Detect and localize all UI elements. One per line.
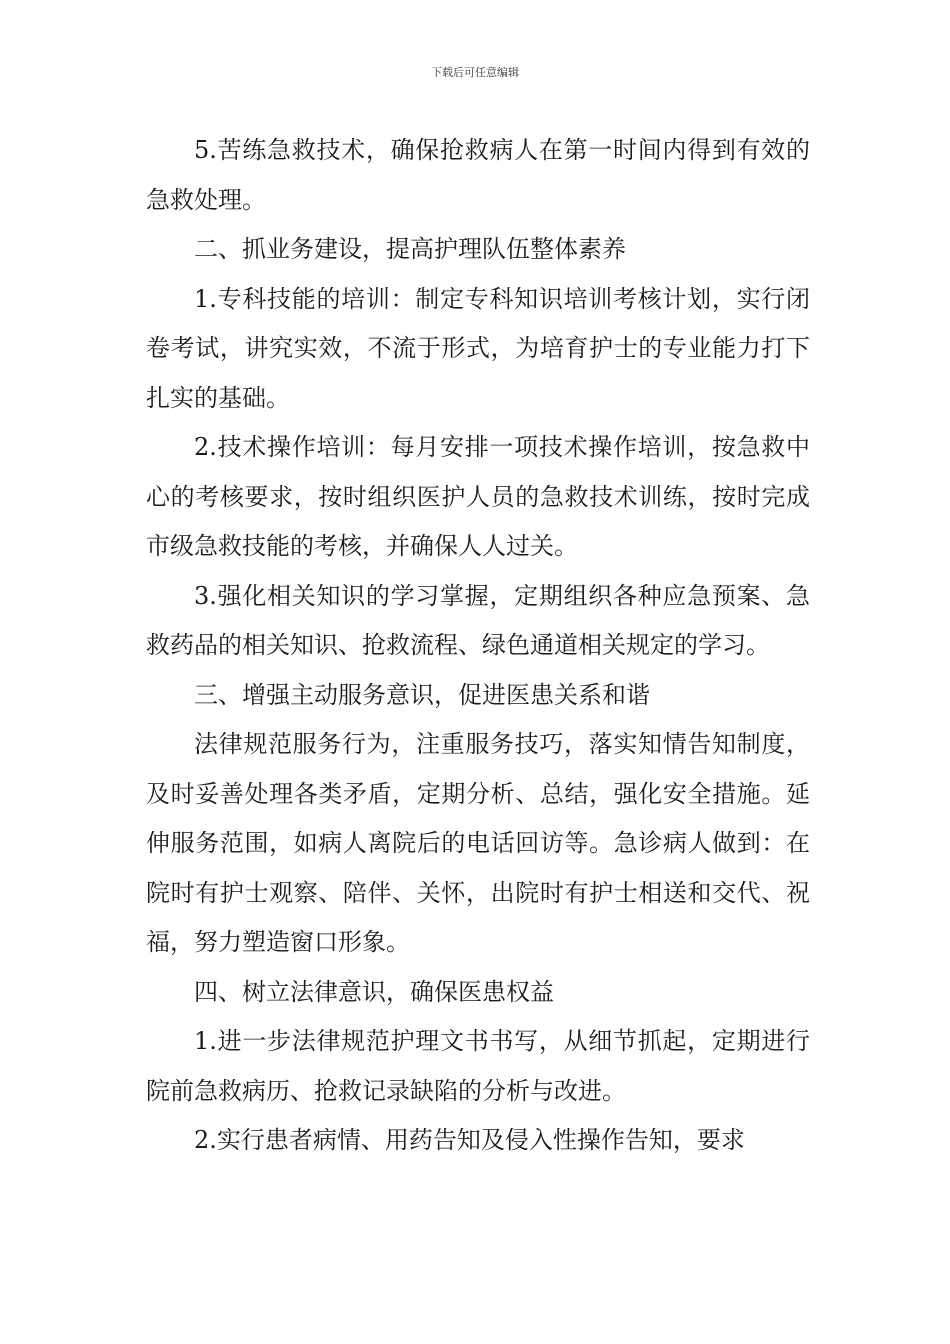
- paragraph-nursing-documents: 1.进一步法律规范护理文书书写，从细节抓起，定期进行院前急救病历、抢救记录缺陷的分析与改进。: [146, 1027, 810, 1105]
- paragraph-specialty-training: 1.专科技能的培训：制定专科知识培训考核计划，实行闭卷考试，讲究实效，不流于形式，为培育护士的专业能力打下扎实的基础。: [146, 284, 810, 412]
- document-body: [146, 126, 810, 1166]
- page-header: 下载后可任意编辑: [431, 66, 519, 79]
- paragraph-informed-consent: 2.实行患者病情、用药告知及侵入性操作告知，要求: [194, 1126, 745, 1154]
- paragraph-item-5-emergency-skills: 5.苦练急救技术，确保抢救病人在第一时间内得到有效的急救处理。: [146, 136, 810, 214]
- paragraph-technical-training: 2.技术操作培训：每月安排一项技术操作培训，按急救中心的考核要求，按时组织医护人员的急救技术训练，按时完成市级急救技能的考核，并确保人人过关。: [146, 433, 810, 560]
- section-heading-2: 二、抓业务建设，提高护理队伍整体素养: [194, 235, 626, 263]
- paragraph-service-behavior: 法律规范服务行为，注重服务技巧，落实知情告知制度，及时妥善处理各类矛盾，定期分析、总结，强化安全措施。延伸服务范围，如病人离院后的电话回访等。急诊病人做到：在院时有护士观察、陪伴、关怀，出院时有护士相送和交代、祝福，努力塑造窗口形象。: [146, 730, 810, 956]
- section-heading-4: 四、树立法律意识，确保医患权益: [194, 977, 554, 1006]
- section-heading-3: 三、增强主动服务意识，促进医患关系和谐: [194, 680, 650, 709]
- paragraph-knowledge-learning: 3.强化相关知识的学习掌握，定期组织各种应急预案、急救药品的相关知识、抢救流程、绿色通道相关规定的学习。: [146, 581, 810, 659]
